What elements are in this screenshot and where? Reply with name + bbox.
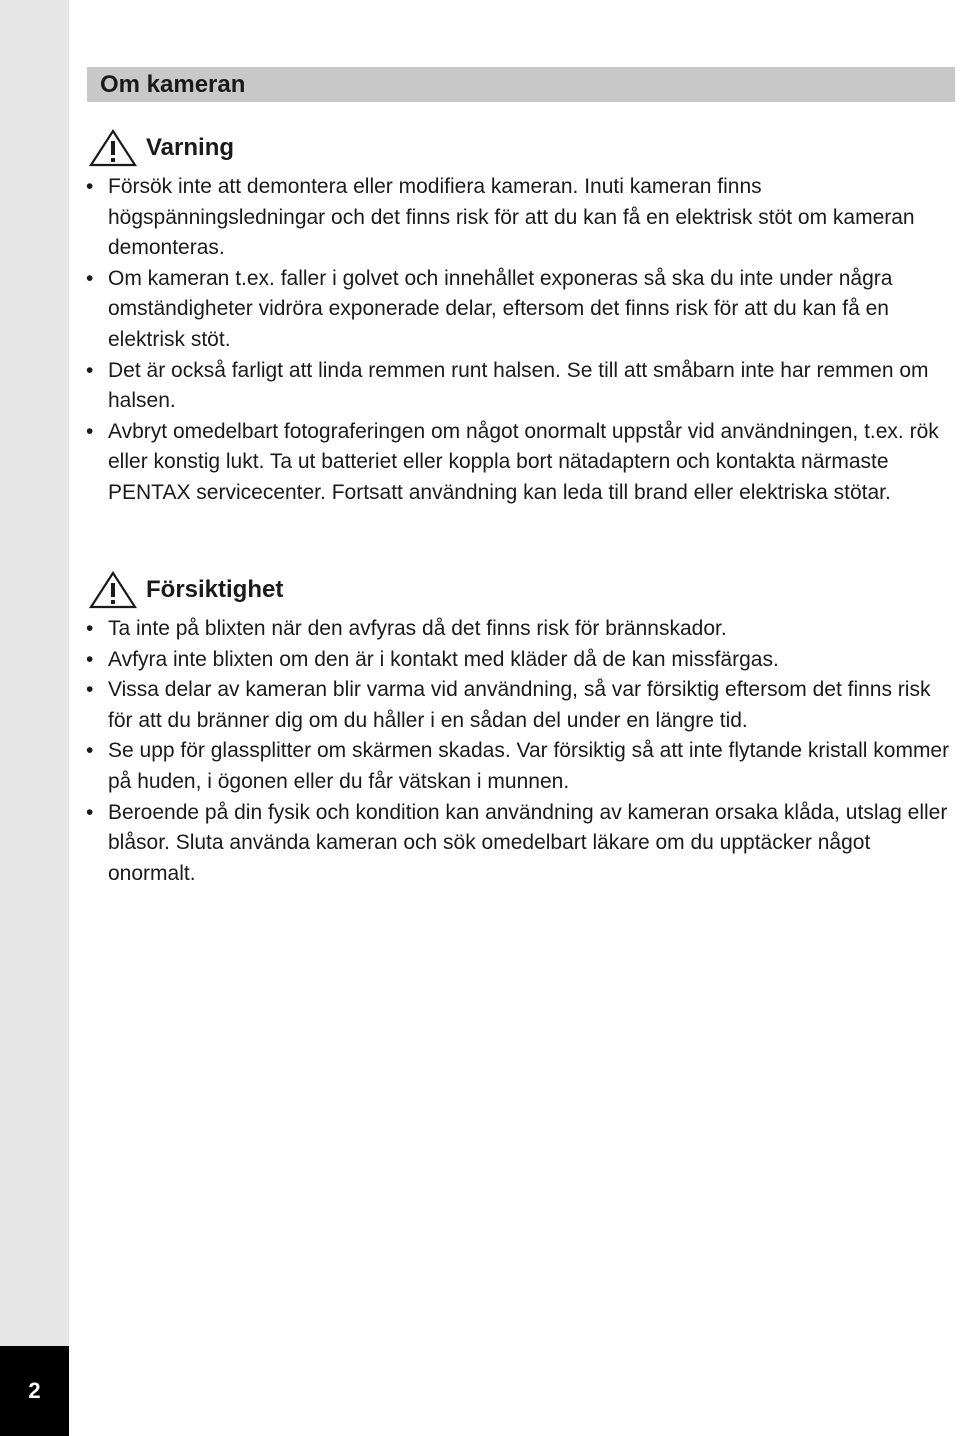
list-item-text: Vissa delar av kameran blir varma vid användning, så var försiktig eftersom det finns risk för att du bränner dig om du håller i en sådan del under en längre tid. [108, 678, 931, 732]
page-title: Om kameran [100, 71, 246, 98]
list-item-text: Försök inte att demontera eller modifiera kameran. Inuti kameran finns högspänningsledningar och det finns risk för att du kan få en elektrisk stöt om kameran demonteras. [108, 175, 915, 260]
list-item: • Ta inte på blixten när den avfyras då det finns risk för brännskador. [86, 617, 727, 640]
list-item-text: Se upp för glassplitter om skärmen skadas. Var försiktig så att inte flytande kristall kommer på huden, i ögonen eller du får vätskan i munnen. [108, 739, 950, 793]
list-item: • Beroende på din fysik och kondition kan användning av kameran orsaka klåda, utslag eller blåsor. Sluta använda kameran och sök omedelbart läkare om du upptäcker något onormalt. [86, 800, 948, 885]
warning-triangle-icon [88, 128, 138, 168]
list-item-text: Ta inte på blixten när den avfyras då det finns risk för brännskador. [108, 617, 727, 640]
list-item: • Avfyra inte blixten om den är i kontakt med kläder då de kan missfärgas. [86, 647, 779, 671]
list-item: • Det är också farligt att linda remmen runt halsen. Se till att småbarn inte har remmen om halsen. [86, 358, 929, 413]
page-number [0, 1346, 69, 1436]
side-strip [0, 0, 69, 1436]
list-item-text: Avbryt omedelbart fotograferingen om något onormalt uppstår vid användningen, t.ex. rök eller konstig lukt. Ta ut batteriet eller koppla bort nätadaptern och kontakta närmaste PENTAX servicecenter. Fortsatt användning kan leda till brand eller elektriska stötar. [108, 419, 939, 504]
caution-heading-label: Försiktighet [146, 576, 284, 603]
list-item-text: Beroende på din fysik och kondition kan användning av kameran orsaka klåda, utslag eller blåsor. Sluta använda kameran och sök omedelbart läkare om du upptäcker något onormalt. [108, 800, 948, 885]
warning-heading-label: Varning [146, 134, 235, 161]
list-item: • Försök inte att demontera eller modifiera kameran. Inuti kameran finns högspänningsledningar och det finns risk för att du kan få en elektrisk stöt om kameran demonteras. [86, 175, 915, 260]
list-item: • Om kameran t.ex. faller i golvet och innehållet exponeras så ska du inte under några omständigheter vidröra exponerade delar, eftersom det finns risk för att du kan få en elektrisk stöt. [86, 266, 893, 351]
list-item: • Se upp för glassplitter om skärmen skadas. Var försiktig så att inte flytande kristall kommer på huden, i ögonen eller du får vätskan i munnen. [86, 739, 950, 793]
list-item: • Avbryt omedelbart fotograferingen om något onormalt uppstår vid användningen, t.ex. rök eller konstig lukt. Ta ut batteriet eller koppla bort nätadaptern och kontakta närmaste PENTAX servicecenter. Fortsatt användning kan leda till brand eller elektriska stötar. [86, 419, 939, 504]
list-item-text: Det är också farligt att linda remmen runt halsen. Se till att småbarn inte har remmen om halsen. [108, 358, 929, 413]
list-item-text: Om kameran t.ex. faller i golvet och innehållet exponeras så ska du inte under några omständigheter vidröra exponerade delar, eftersom det finns risk för att du kan få en elektrisk stöt. [108, 266, 893, 351]
caution-heading [88, 570, 283, 610]
page-number-label: 2 [28, 1378, 41, 1403]
warning-heading [88, 128, 234, 168]
warning-list [84, 172, 956, 509]
list-item-text: Avfyra inte blixten om den är i kontakt med kläder då de kan missfärgas. [108, 647, 779, 671]
warning-triangle-icon [88, 570, 138, 610]
caution-list [84, 614, 956, 889]
list-item: • Vissa delar av kameran blir varma vid användning, så var försiktig eftersom det finns risk för att du bränner dig om du håller i en sådan del under en längre tid. [86, 678, 931, 732]
section-title-bar [87, 67, 955, 102]
